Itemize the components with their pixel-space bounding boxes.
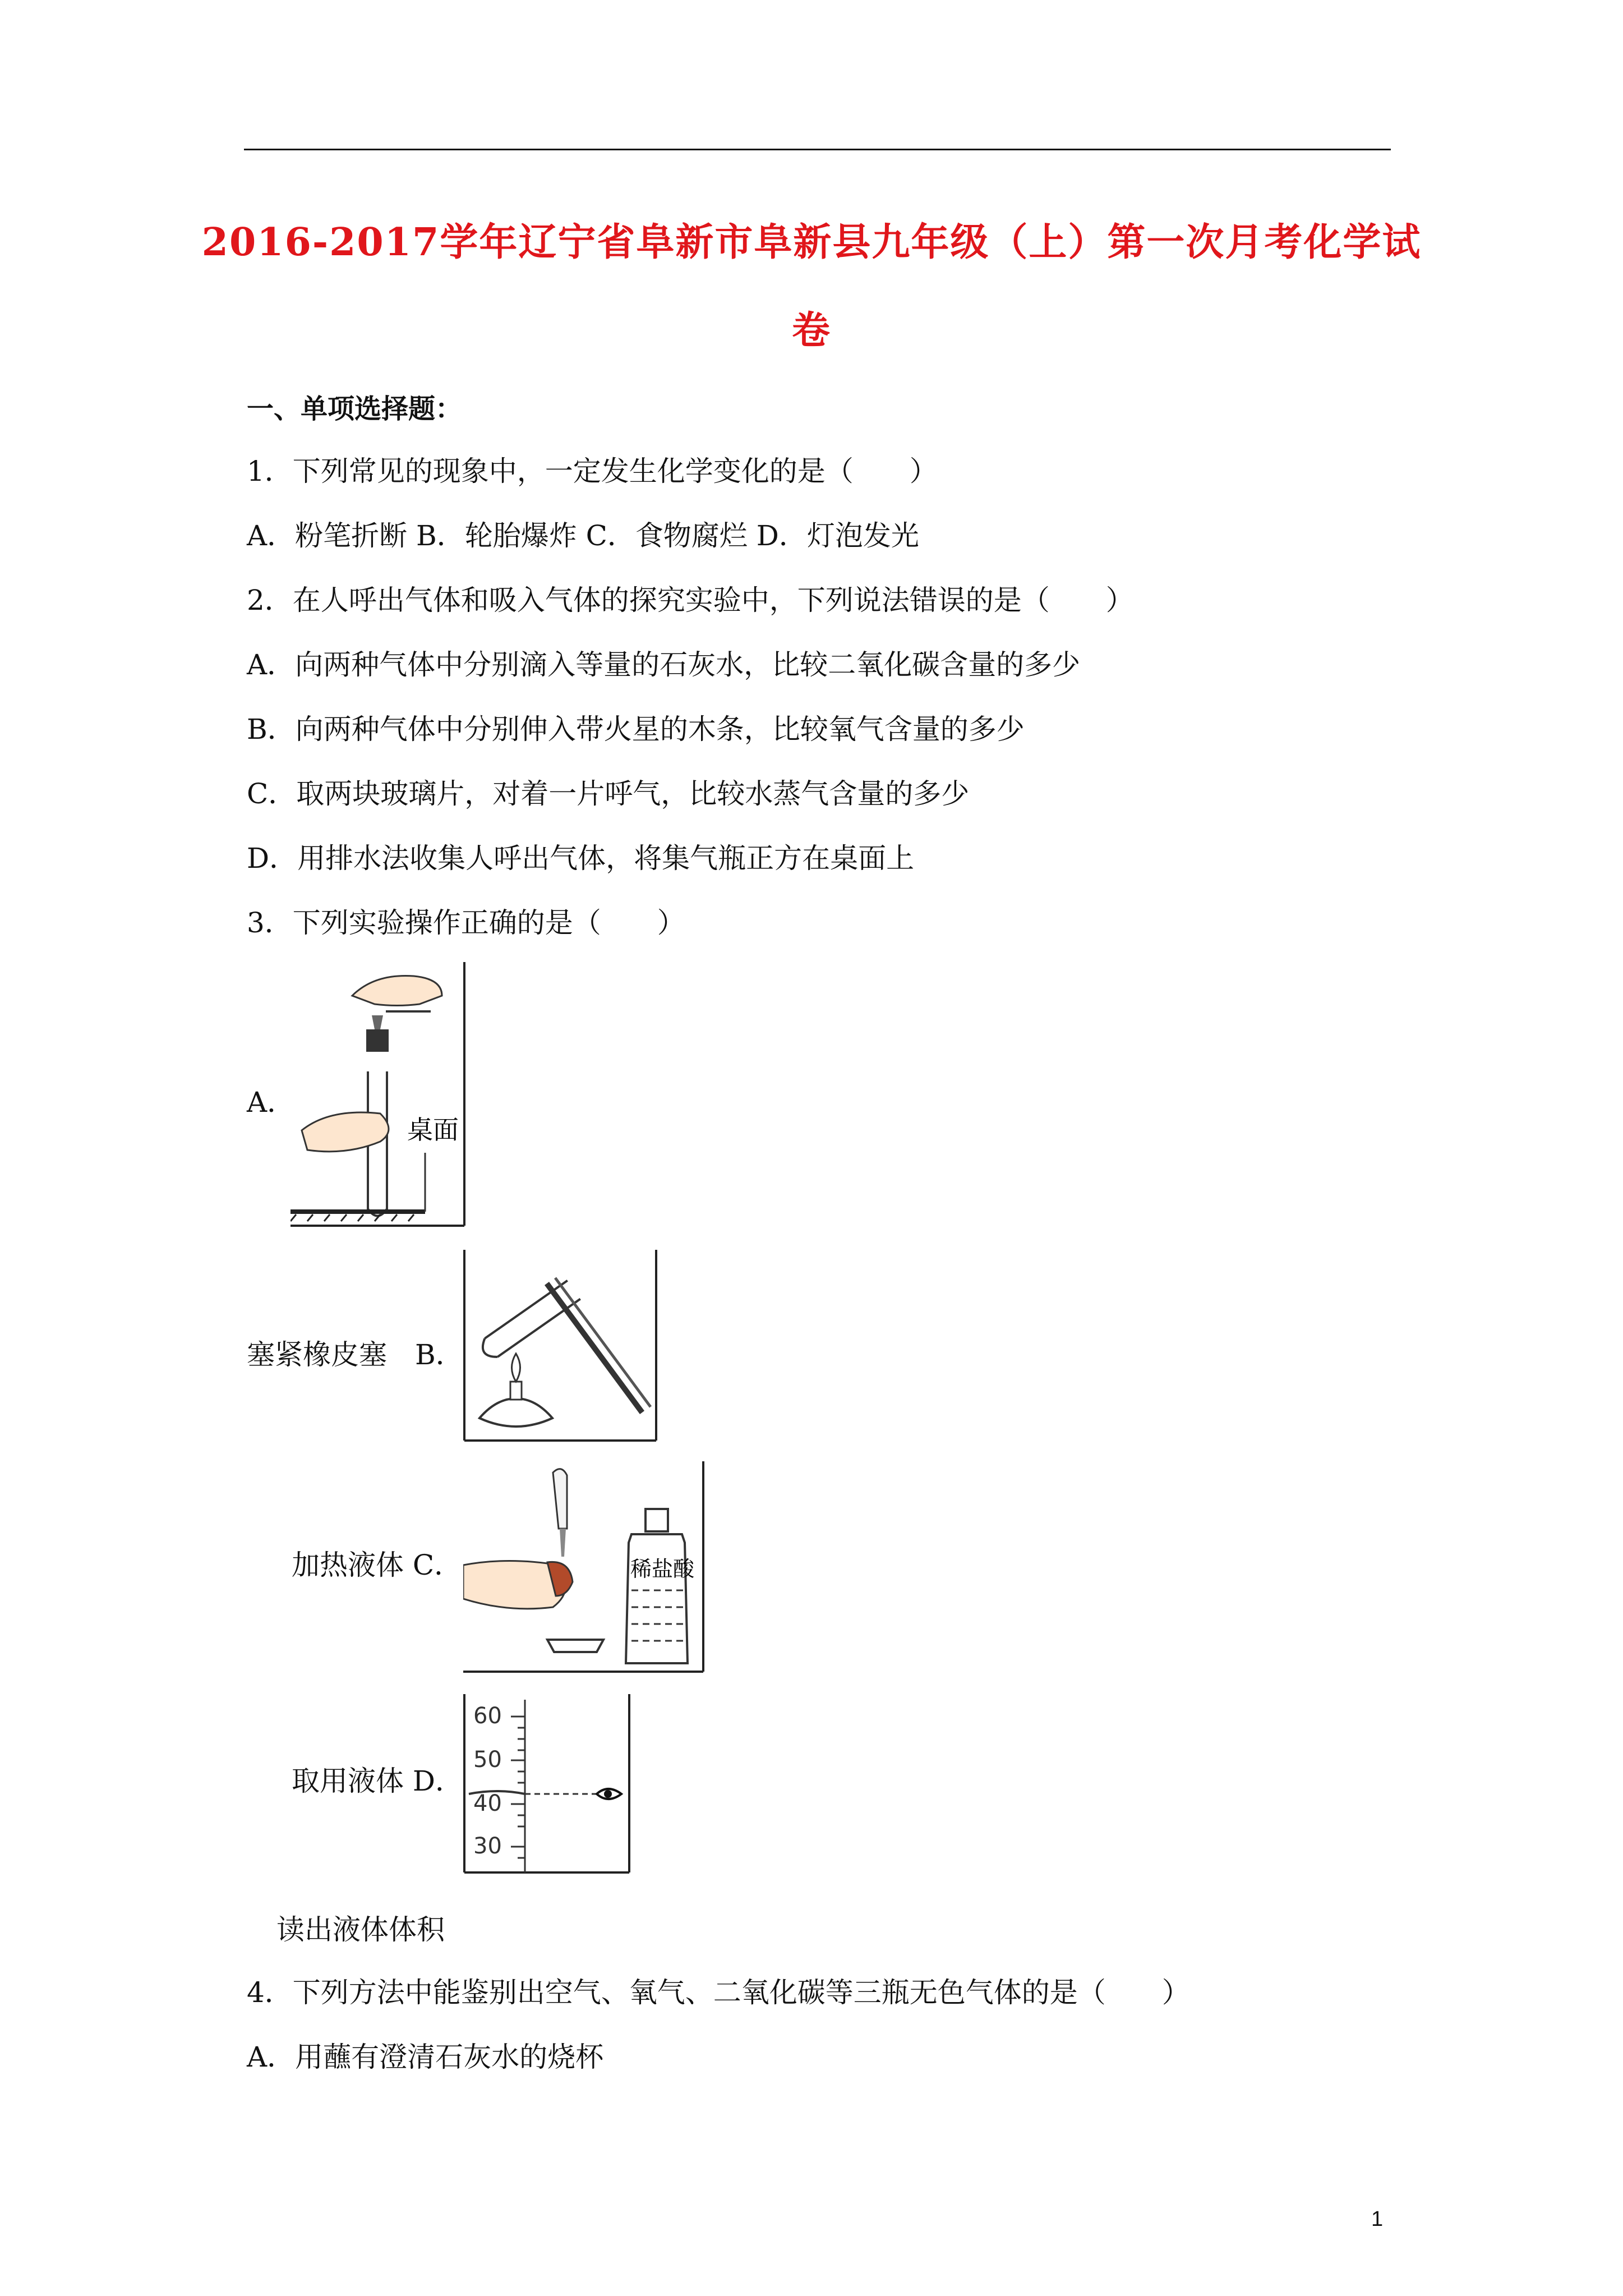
q2-option-a: A．向两种气体中分别滴入等量的石灰水，比较二氧化碳含量的多少 (247, 648, 1081, 681)
q2-stem: 2．在人呼出气体和吸入气体的探究实验中，下列说法错误的是（ ） (247, 584, 1134, 616)
q1-options: A．粉笔折断 B．轮胎爆炸 C．食物腐烂 D．灯泡发光 (247, 519, 919, 552)
q2-option-d: D．用排水法收集人呼出气体，将集气瓶正方在桌面上 (247, 842, 915, 875)
q3-option-d-label: 取用液体 D． (292, 1765, 463, 1797)
scale-tick-30: 30 (473, 1833, 502, 1859)
q3-option-b-label: 塞紧橡皮塞 B． (247, 1338, 464, 1371)
page-number: 1 (1371, 2207, 1384, 2231)
q3-figure-c (463, 1461, 704, 1674)
q4-stem: 4．下列方法中能鉴别出空气、氧气、二氧化碳等三瓶无色气体的是（ ） (247, 1976, 1190, 2009)
q3-figure-c-caption: 稀盐酸 (630, 1557, 695, 1581)
q3-figure-a-caption: 桌面 (407, 1115, 459, 1145)
exam-title-line1: 2016-2017学年辽宁省阜新市阜新县九年级（上）第一次月考化学试 (201, 220, 1422, 265)
header-rule (244, 149, 1391, 150)
q3-option-a-label: A． (247, 1086, 296, 1119)
scale-tick-40: 40 (473, 1791, 502, 1816)
exam-title-line2: 卷 (791, 308, 831, 353)
q3-figure-a (291, 962, 470, 1228)
q1-stem: 1．下列常见的现象中，一定发生化学变化的是（ ） (247, 455, 938, 487)
q3-option-d-caption: 读出液体体积 (276, 1913, 445, 1946)
q2-option-b: B．向两种气体中分别伸入带火星的木条，比较氧气含量的多少 (247, 713, 1025, 746)
section-heading: 一、单项选择题： (247, 393, 463, 425)
scale-tick-50: 50 (473, 1747, 502, 1773)
q3-figure-d (463, 1694, 631, 1874)
q4-option-a: A．用蘸有澄清石灰水的烧杯 (247, 2041, 604, 2073)
scale-tick-60: 60 (473, 1703, 502, 1729)
q2-option-c: C．取两块玻璃片，对着一片呼气，比较水蒸气含量的多少 (247, 777, 970, 810)
q3-option-c-label: 加热液体 C． (292, 1549, 463, 1581)
q3-figure-b (463, 1250, 659, 1443)
q3-stem: 3．下列实验操作正确的是（ ） (247, 907, 685, 939)
